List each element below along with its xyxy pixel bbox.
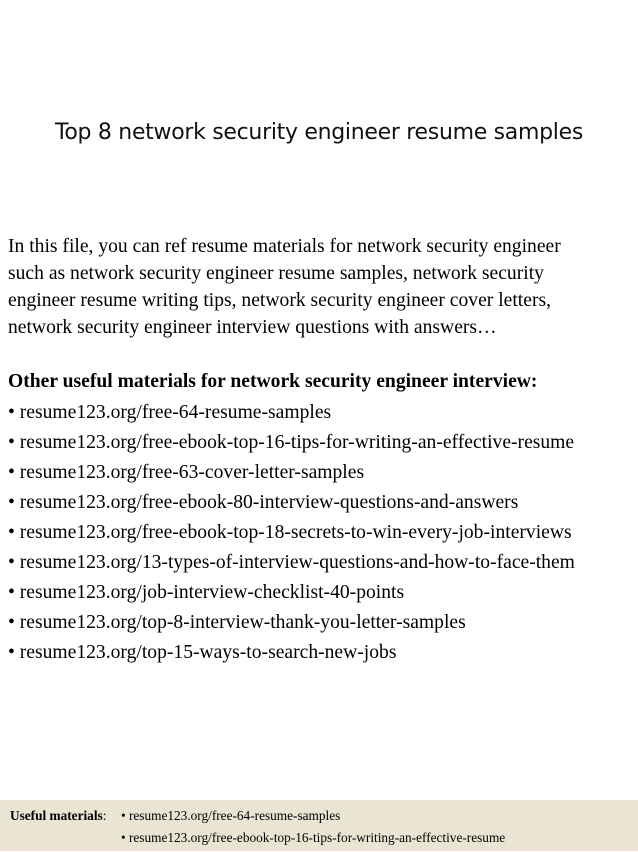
link-item-ebook-80-interview-questions[interactable]: • resume123.org/free-ebook-80-interview-questions-and-answers — [8, 492, 519, 513]
link-item-ebook-16-tips[interactable]: • resume123.org/free-ebook-top-16-tips-for-writing-an-effective-resume — [8, 432, 575, 453]
page-title: Top 8 network security engineer resume samples — [55, 120, 583, 145]
footer-link-item[interactable]: • resume123.org/free-ebook-top-16-tips-for-writing-an-effective-resume — [121, 830, 506, 845]
link-item-13-types-of-interview-questions[interactable]: • resume123.org/13-types-of-interview-questions-and-how-to-face-them — [8, 552, 575, 573]
intro-paragraph: In this file, you can ref resume materials for network security engineer such as network security engineer resume samples, network security engineer resume writing tips, network security engineer cover letters, network security engineer interview questions with answers… — [8, 236, 561, 338]
materials-heading: Other useful materials for network security engineer interview: — [8, 371, 538, 392]
footer-link-item[interactable]: • resume123.org/free-64-resume-samples — [121, 808, 341, 823]
link-item-63-cover-letter-samples[interactable]: • resume123.org/free-63-cover-letter-samples — [8, 462, 365, 483]
materials-link-list — [8, 399, 638, 669]
footer-label-separator: : — [102, 808, 107, 823]
footer-label-text: Useful materials — [10, 808, 103, 823]
link-item-ebook-18-secrets[interactable]: • resume123.org/free-ebook-top-18-secrets-to-win-every-job-interviews — [8, 522, 572, 543]
link-item-ways-to-search-jobs[interactable]: • resume123.org/top-15-ways-to-search-new-jobs — [8, 642, 397, 663]
footer-link-list — [121, 808, 505, 852]
link-item-thank-you-letter-samples[interactable]: • resume123.org/top-8-interview-thank-you-letter-samples — [8, 612, 466, 633]
footer-label — [10, 808, 106, 824]
link-item-free-64-resume-samples[interactable]: • resume123.org/free-64-resume-samples — [8, 402, 332, 423]
link-item-interview-checklist[interactable]: • resume123.org/job-interview-checklist-40-points — [8, 582, 405, 603]
footer-bar — [0, 800, 638, 851]
